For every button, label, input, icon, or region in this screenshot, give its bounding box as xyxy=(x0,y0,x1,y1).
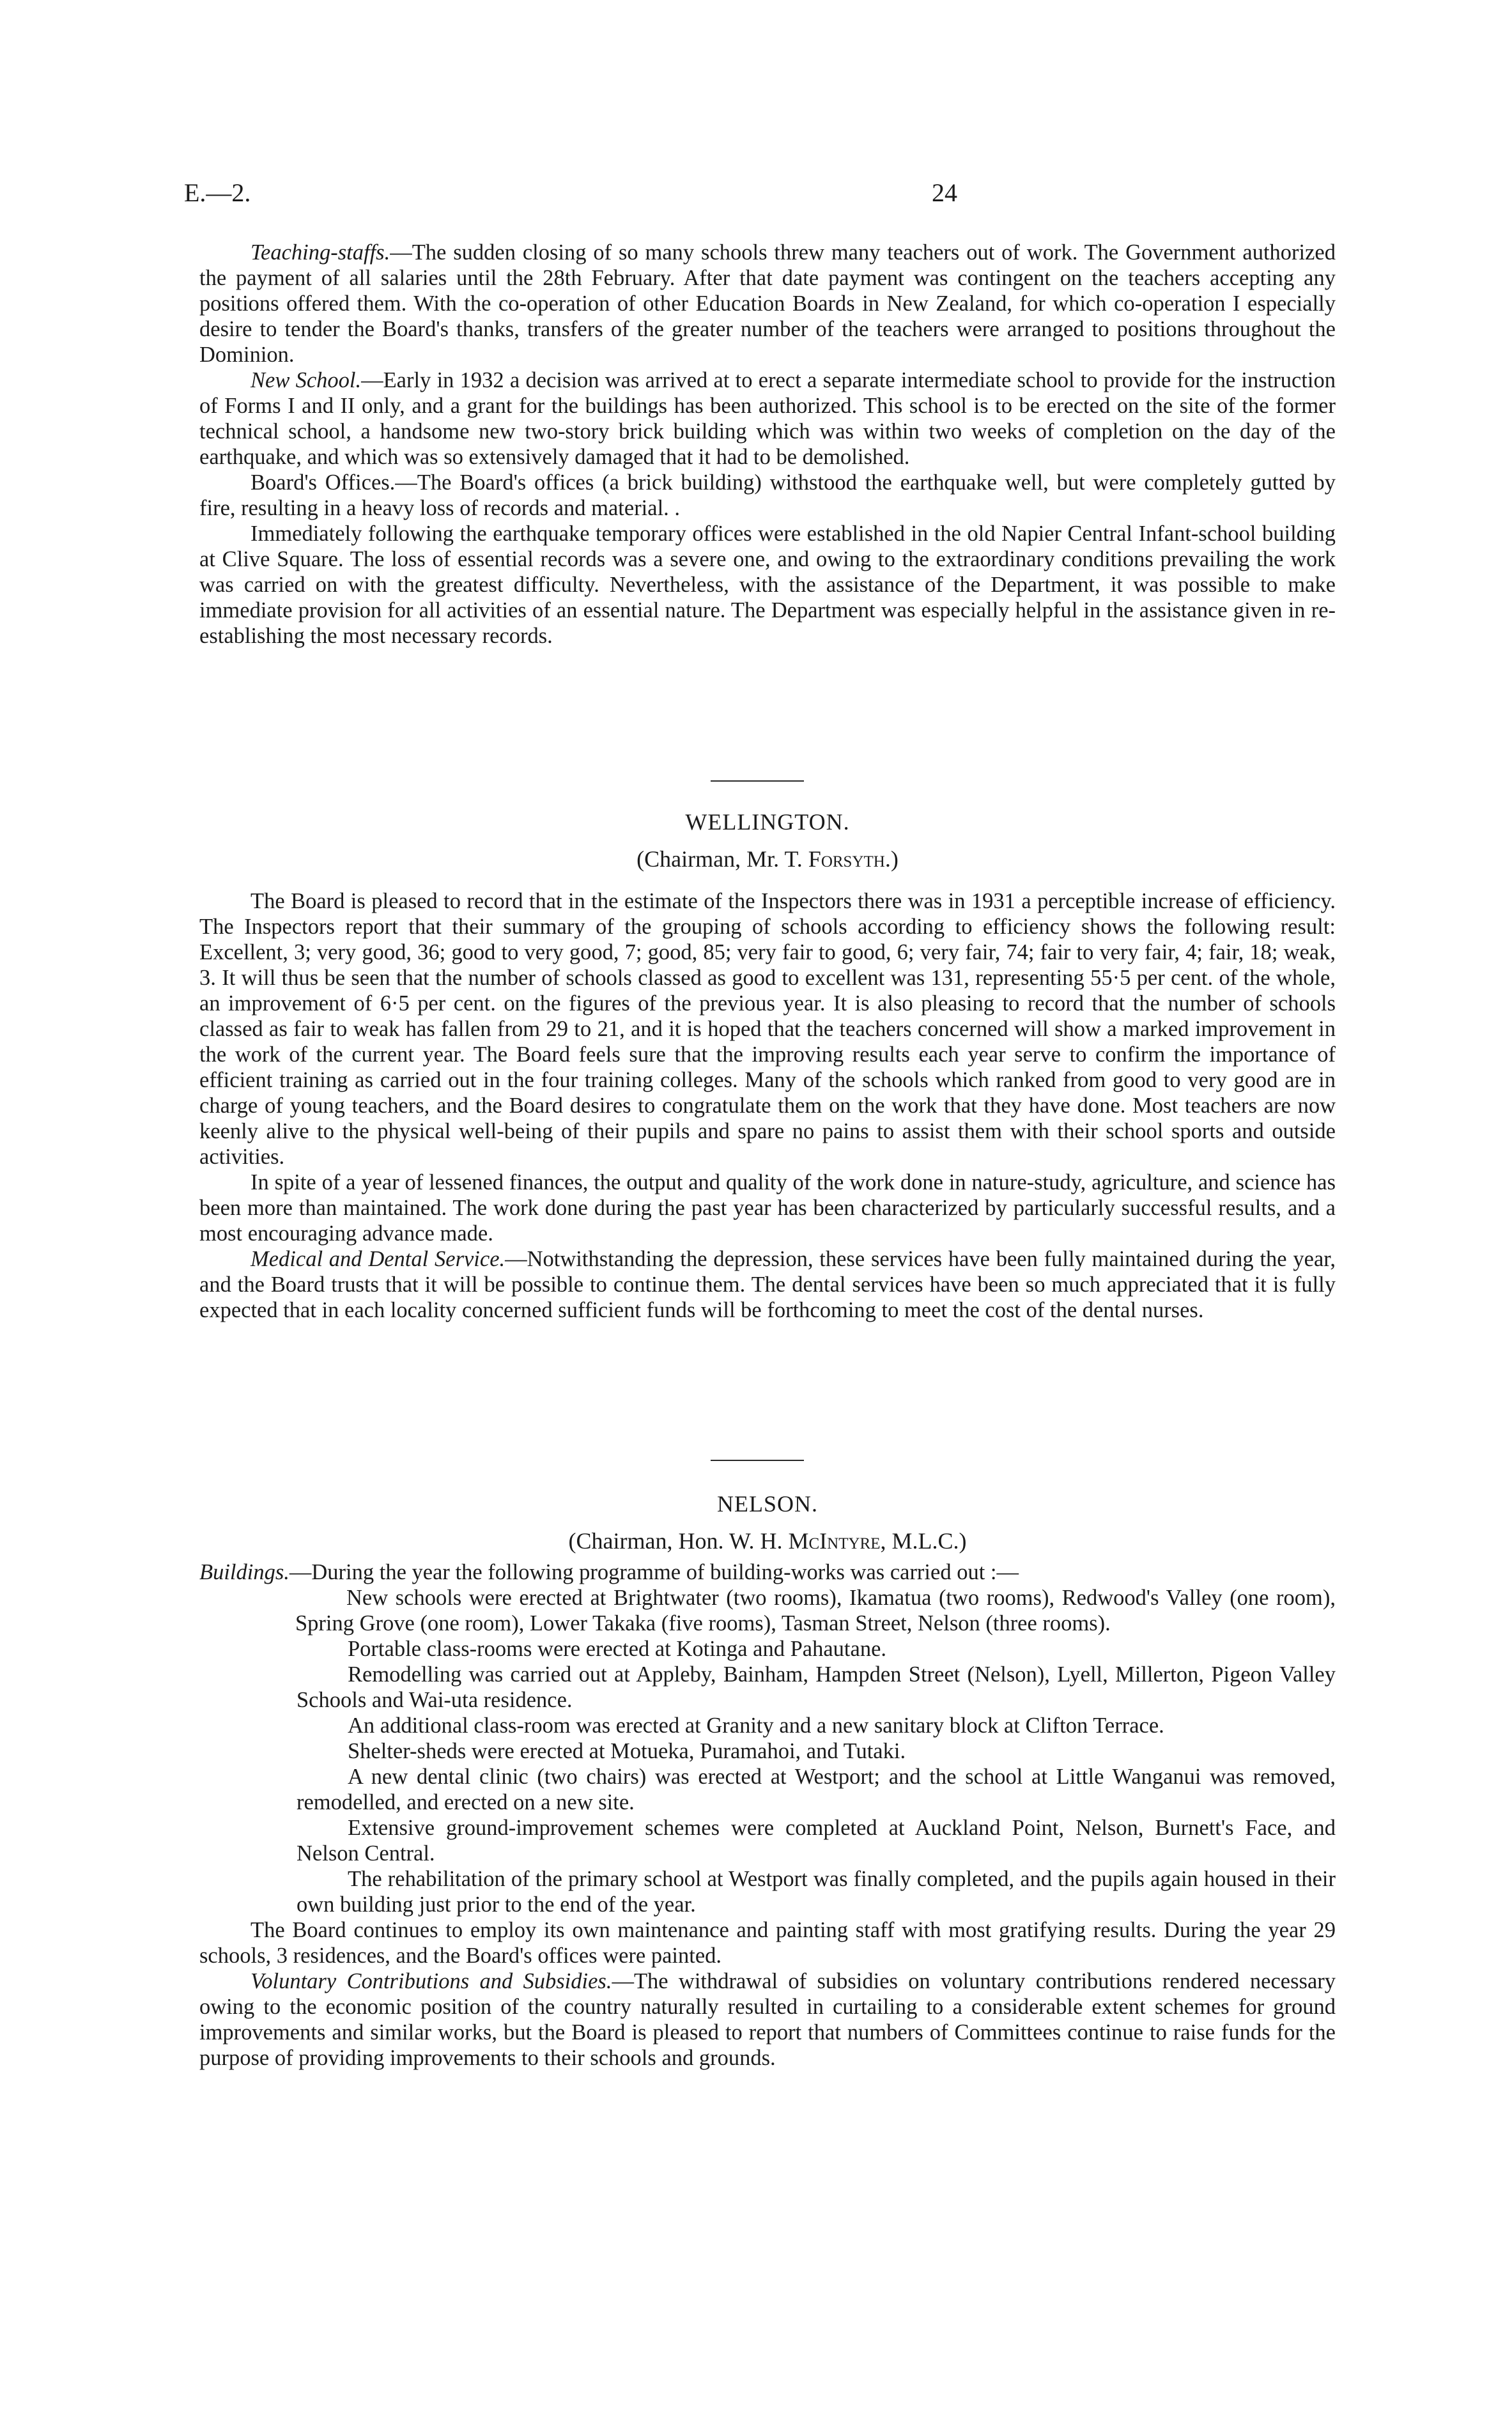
building-item: Portable class-rooms were erected at Kotinga and Pahautane. xyxy=(348,1637,887,1661)
medical-dental-title: Medical and Dental Service. xyxy=(251,1247,505,1271)
temporary-offices-paragraph: Immediately following the earthquake temporary offices were established in the old Napier Central Infant-school building at Clive Square. The loss of essential records was a severe one, and owing to the extraordinary conditions prevailing the work was carried on with the greatest difficulty. Nevertheless, with the assistance of the Department, it was possible to make immediate provision for all activities of an essential nature. The Department was especially helpful in the assistance given in re-establishing the most necessary records. xyxy=(199,522,1336,648)
building-item: New schools were erected at Brightwater (two rooms), Ikamatua (two rooms), Redwood's Valley (one room), Spring Grove (one room), Lower Takaka (five rooms), Tasman Street, Nelson (three rooms). xyxy=(295,1586,1336,1635)
building-item: Extensive ground-improvement schemes were completed at Auckland Point, Nelson, Burnett's Face, and Nelson Central. xyxy=(297,1816,1336,1866)
wellington-chairman: (Chairman, Mr. T. Forsyth.) xyxy=(636,846,899,872)
chairman-name: Forsyth xyxy=(808,846,885,872)
hawkes-bay-continued-section xyxy=(199,240,1336,649)
wellington-heading: WELLINGTON. xyxy=(685,809,850,835)
building-item: An additional class-room was erected at Granity and a new sanitary block at Clifton Terrace. xyxy=(348,1713,1164,1738)
building-item: A new dental clinic (two chairs) was erected at Westport; and the school at Little Wanganui was removed, remodelled, and erected on a new site. xyxy=(297,1765,1336,1814)
new-school-paragraph: New School.—Early in 1932 a decision was arrived at to erect a separate intermediate school to provide for the instruction of Forms I and II only, and a grant for the buildings has been authorized. This school is to be erected on the site of the former technical school, a handsome new two-story brick building which was within two weeks of completion on the day of the earthquake, and which was so extensively damaged that it had to be demolished. xyxy=(199,368,1336,469)
nelson-heading: NELSON. xyxy=(717,1491,818,1517)
nelson-chairman: (Chairman, Hon. W. H. McIntyre, M.L.C.) xyxy=(568,1528,967,1554)
wellington-section xyxy=(199,888,1336,1323)
boards-offices-paragraph: Board's Offices.—The Board's offices (a brick building) withstood the earthquake well, but were completely gutted by fire, resulting in a heavy loss of records and material. . xyxy=(199,470,1336,520)
building-item: Shelter-sheds were erected at Motueka, Puramahoi, and Tutaki. xyxy=(348,1739,906,1763)
report-code: E.—2. xyxy=(184,178,251,207)
nelson-section xyxy=(199,1559,1336,2071)
section-divider xyxy=(711,1460,804,1461)
teaching-staffs-paragraph: Teaching-staffs.—The sudden closing of so many schools threw many teachers out of work. The Government authorized the payment of all salaries until the 28th February. After that date payment was contingent on the teachers accepting any positions offered them. With the co-operation of other Education Boards in New Zealand, for which co-operation I especially desire to tender the Board's thanks, transfers of the greater number of the teachers were arranged to positions throughout the Dominion. xyxy=(199,240,1336,367)
chairman-name: McIntyre xyxy=(788,1528,881,1554)
building-item: Remodelling was carried out at Appleby, Bainham, Hampden Street (Nelson), Lyell, Millerton, Pigeon Valley Schools and Wai-uta residence. xyxy=(297,1662,1336,1712)
section-divider xyxy=(711,780,804,782)
building-item: The rehabilitation of the primary school at Westport was finally completed, and the pupils again housed in their own building just prior to the end of the year. xyxy=(297,1867,1336,1917)
buildings-intro-paragraph: Buildings.—During the year the following programme of building-works was carried out :— xyxy=(199,1560,1019,1584)
new-school-title: New School. xyxy=(251,368,362,392)
voluntary-contributions-title: Voluntary Contributions and Subsidies. xyxy=(251,1969,612,1993)
teaching-staffs-title: Teaching-staffs. xyxy=(251,240,390,265)
medical-dental-paragraph: Medical and Dental Service.—Notwithstanding the depression, these services have been fully maintained during the year, and the Board trusts that it will be possible to continue them. The dental services have been so much appreciated that it is fully expected that in each locality concerned sufficient funds will be forthcoming to meet the cost of the dental nurses. xyxy=(199,1247,1336,1322)
voluntary-contributions-paragraph: Voluntary Contributions and Subsidies.—The withdrawal of subsidies on voluntary contributions rendered necessary owing to the economic position of the country naturally resulted in curtailing to a considerable extent schemes for ground improvements and similar works, but the Board is pleased to report that numbers of Committees continue to raise funds for the purpose of providing improvements to their schools and grounds. xyxy=(199,1969,1336,2070)
buildings-title: Buildings. xyxy=(199,1560,289,1584)
page-header xyxy=(184,178,1341,216)
efficiency-paragraph: The Board is pleased to record that in the estimate of the Inspectors there was in 1931 a perceptible increase of efficiency. The Inspectors report that their summary of the grouping of schools according to efficiency shows the following result: Excellent, 3; very good, 36; good to very good, 7; good, 85; very fair to good, 6; very fair, 74; fair to very fair, 4; fair, 18; weak, 3. It will thus be seen that the number of schools classed as good to excellent was 131, representing 55·5 per cent. of the whole, an improvement of 6·5 per cent. on the figures of the previous year. It is also pleasing to record that the number of schools classed as fair to weak has fallen from 29 to 21, and it is hoped that the teachers concerned will show a marked improvement in the work of the current year. The Board feels sure that the improving results each year serve to confirm the importance of efficient training as carried out in the four training colleges. Many of the schools which ranked from good to very good are in charge of young teachers, and the Board desires to congratulate them on the work that they have done. Most teachers are now keenly alive to the physical well-being of their pupils and spare no pains to assist them with their school sports and outside activities. xyxy=(199,889,1336,1169)
maintenance-paragraph: The Board continues to employ its own maintenance and painting staff with most gratifying results. During the year 29 schools, 3 residences, and the Board's offices were painted. xyxy=(199,1918,1336,1968)
nature-study-paragraph: In spite of a year of lessened finances, the output and quality of the work done in nature-study, agriculture, and science has been more than maintained. The work done during the past year has been characterized by particularly successful results, and a most encouraging advance made. xyxy=(199,1170,1336,1246)
page-number: 24 xyxy=(932,178,957,207)
